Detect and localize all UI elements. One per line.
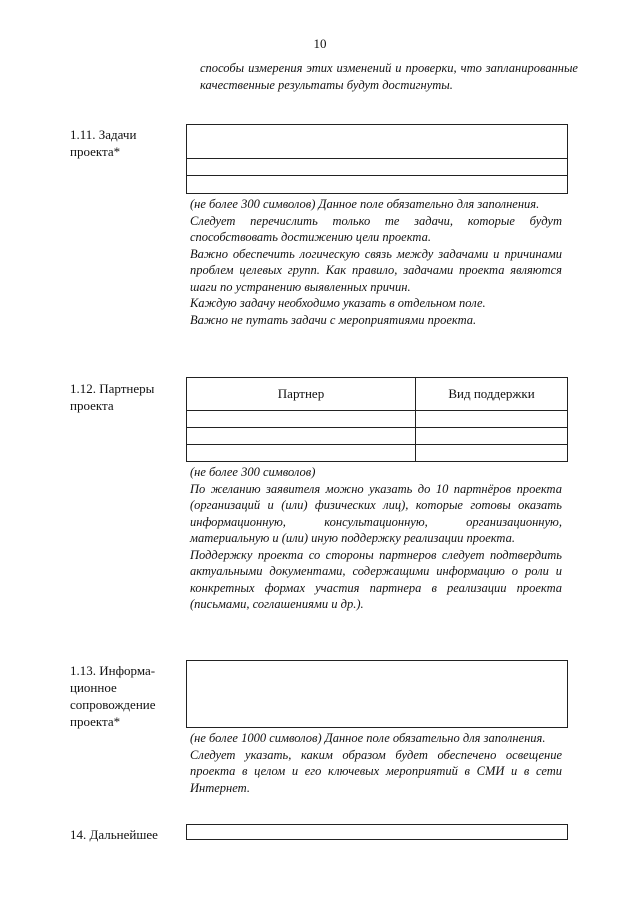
- task-row-divider: [187, 158, 567, 159]
- note-line: Каждую задачу необходимо указать в отдельном поле.: [190, 296, 486, 310]
- intro-text: способы измерения этих изменений и проверки, что запланированные качественные результаты будут достигнуты.: [200, 61, 578, 92]
- partners-table: [186, 377, 568, 462]
- info-support-field[interactable]: [186, 660, 568, 728]
- note-line: По желанию заявителя можно указать до 10 партнёров проекта (организаций и (или) физических лиц), которые готовы оказать информационную, консультационную, организационную, материальную и (или) иную поддержку реализации проекта.: [190, 481, 562, 545]
- partner-cell[interactable]: [187, 428, 416, 445]
- section-1-11-notes: [190, 196, 562, 328]
- table-row: [187, 445, 568, 462]
- partner-header: Партнер: [187, 378, 416, 411]
- note-line: (не более 300 символов): [190, 465, 316, 479]
- note-line: (не более 300 символов) Данное поле обязательно для заполнения.: [190, 197, 540, 211]
- section-1-11-label: 1.11. Задачи проекта*: [70, 127, 137, 159]
- note-line: Важно обеспечить логическую связь между задачами и причинами проблем целевых групп. Как правило, задачами проекта являются шаги по устранению выявленных причин.: [190, 246, 562, 294]
- further-field[interactable]: [186, 824, 568, 840]
- partner-cell[interactable]: [187, 445, 416, 462]
- section-14-label: 14. Дальнейшее: [70, 827, 158, 842]
- table-row: [187, 411, 568, 428]
- support-cell[interactable]: [416, 445, 568, 462]
- note-line: (не более 1000 символов) Данное поле обязательно для заполнения.: [190, 731, 546, 745]
- tasks-field[interactable]: [186, 124, 568, 194]
- support-cell[interactable]: [416, 411, 568, 428]
- section-1-12-label: 1.12. Партнеры проекта: [70, 381, 155, 413]
- table-row: [187, 428, 568, 445]
- note-line: Поддержку проекта со стороны партнеров следует подтвердить актуальными документами, содержащими информацию о роли и конкретных формах участия партнера в реализации проекта (письмами, соглашениями и др.).: [190, 547, 562, 611]
- support-cell[interactable]: [416, 428, 568, 445]
- section-1-13-notes: [190, 730, 562, 796]
- support-type-header: Вид поддержки: [416, 378, 568, 411]
- note-line: Важно не путать задачи с мероприятиями проекта.: [190, 312, 477, 327]
- section-1-12-notes: [190, 464, 562, 613]
- task-row-divider: [187, 175, 567, 176]
- section-1-13-label: 1.13. Информа-ционное сопровождение проекта*: [70, 663, 156, 729]
- partner-cell[interactable]: [187, 411, 416, 428]
- note-line: Следует указать, каким образом будет обеспечено освещение проекта в целом и его ключевых мероприятий в СМИ и в сети Интернет.: [190, 747, 562, 795]
- note-line: Следует перечислить только те задачи, которые будут способствовать достижению цели проекта.: [190, 213, 562, 244]
- page-number: 10: [313, 36, 327, 51]
